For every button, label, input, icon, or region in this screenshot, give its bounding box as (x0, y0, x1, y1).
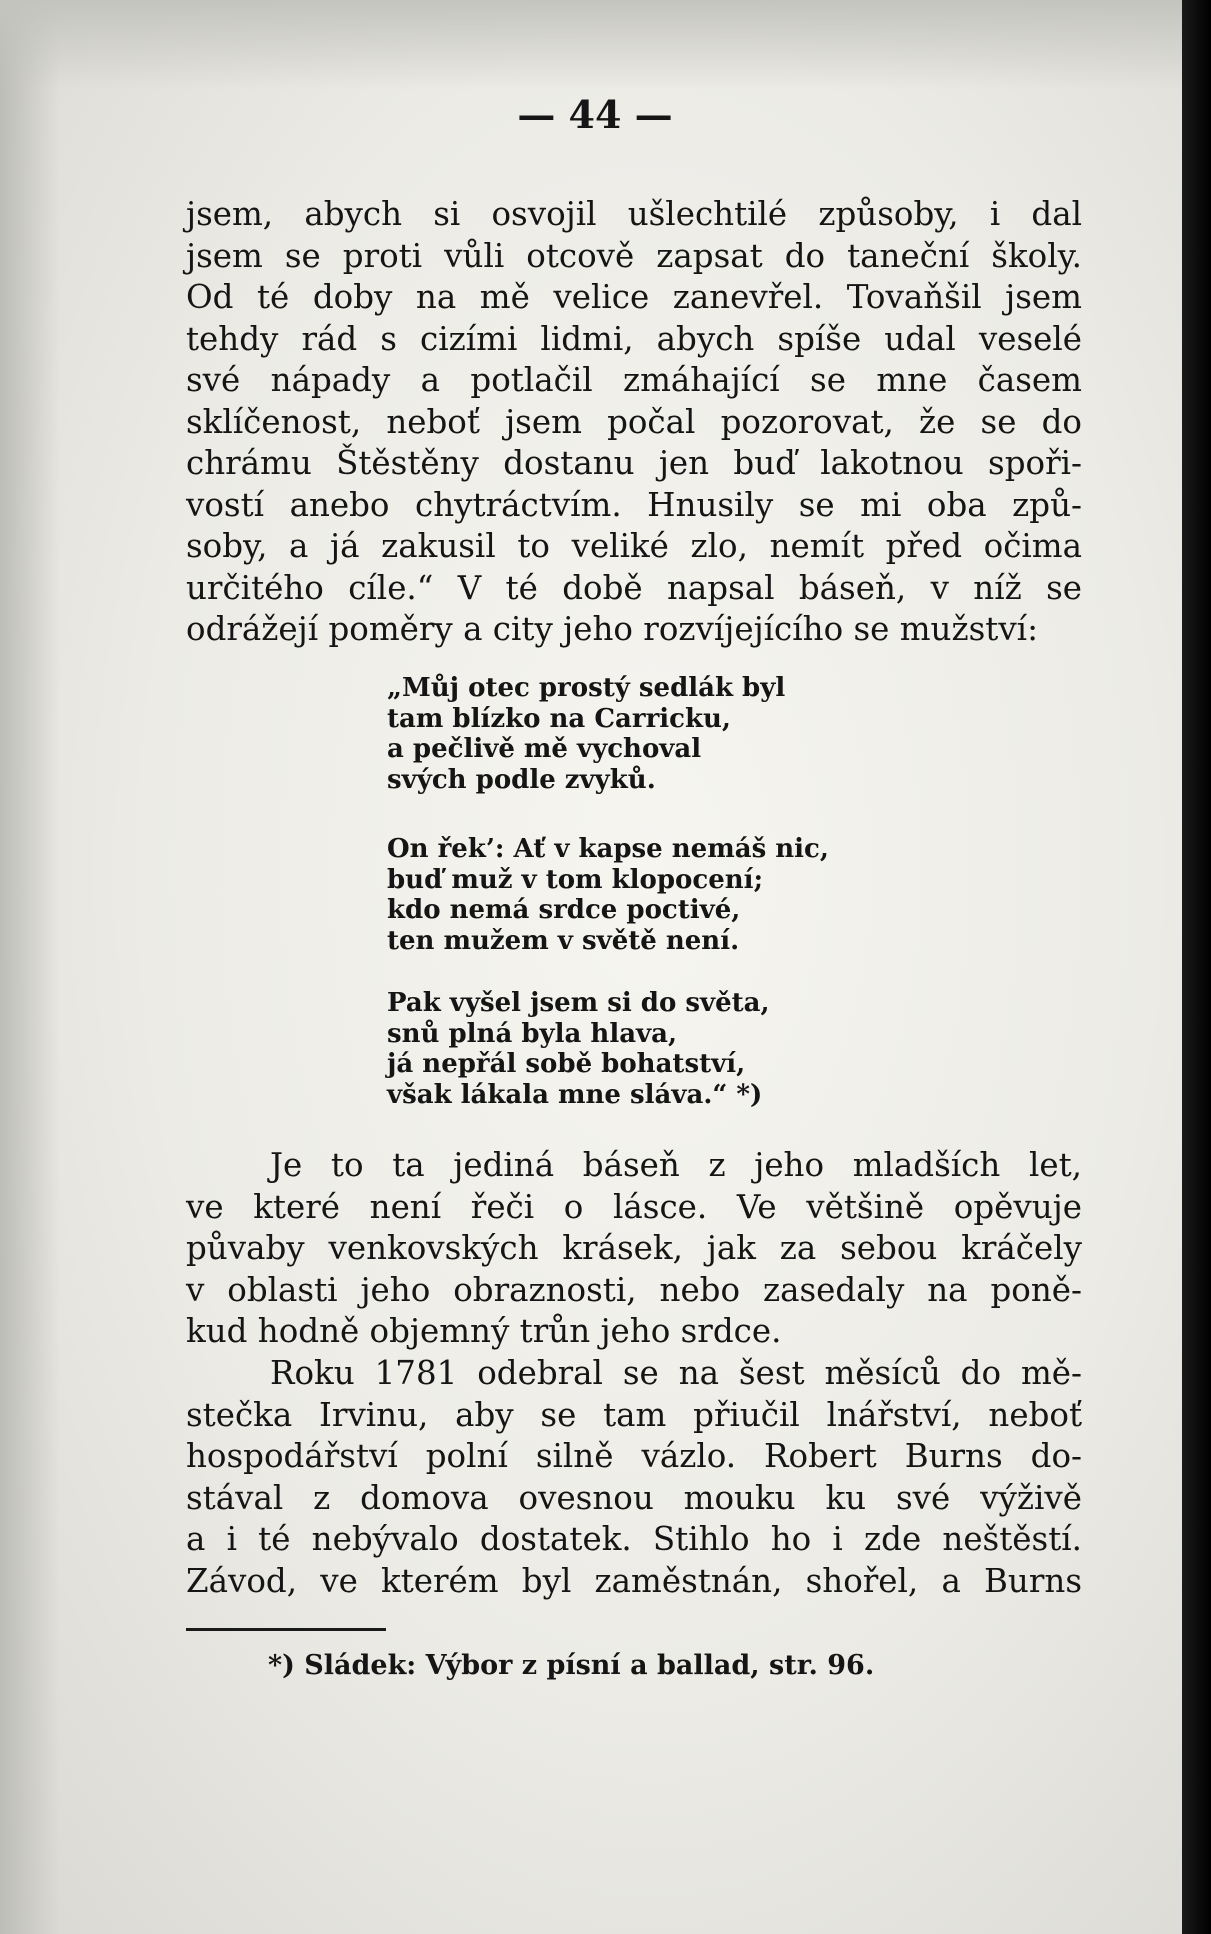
poem-line: a pečlivě mě vychoval (387, 734, 702, 764)
poem-stanza-1 (387, 673, 907, 795)
poem-line: tam blízko na Carricku, (387, 703, 731, 734)
text-line: půvaby venkovských krásek, jak za sebou kráčely (186, 1229, 1082, 1267)
poem-stanza-2 (387, 834, 907, 956)
poem-line: svých podle zvyků. (387, 764, 656, 795)
text-line: vostí anebo chytráctvím. Hnusily se mi oba způ- (186, 485, 1082, 524)
poem-stanza-3 (387, 988, 907, 1110)
text-line: určitého cíle.“ V té době napsal báseň, v níž se (186, 568, 1082, 607)
text-line: odrážejí poměry a city jeho rozvíjejícího se mužství: (186, 610, 1039, 648)
text-line: chrámu Štěstěny dostanu jen buď lakotnou spoři- (186, 444, 1082, 482)
text-line: v oblasti jeho obraznosti, nebo zasedaly na poně- (186, 1270, 1082, 1309)
poem-line: já nepřál sobě bohatství, (387, 1049, 746, 1079)
poem-line: snů plná byla hlava, (387, 1018, 678, 1049)
poem-line: kdo nemá srdce poctivé, (387, 895, 741, 925)
text-line: své nápady a potlačil zmáhající se mne časem (186, 361, 1082, 399)
page-shadow-left (0, 0, 60, 1934)
text-line: Závod, ve kterém byl zaměstnán, shořel, a Burns (186, 1561, 1082, 1600)
text-line: stával z domova ovesnou mouku ku své výživě (186, 1478, 1082, 1517)
paragraph-1 (186, 194, 1082, 651)
text-line: ve které není řeči o lásce. Ve většině opěvuje (186, 1187, 1082, 1226)
footnote: *) Sládek: Výbor z písní a ballad, str. 96. (268, 1650, 875, 1681)
text-line: stečka Irvinu, aby se tam přiučil lnářství, neboť (186, 1395, 1082, 1434)
text-line: jsem, abych si osvojil ušlechtilé způsoby, i dal (186, 195, 1082, 233)
text-line: kud hodně objemný trůn jeho srdce. (186, 1312, 782, 1350)
text-line: Je to ta jediná báseň z jeho mladších let, (270, 1146, 1082, 1184)
poem-line: buď muž v tom klopocení; (387, 864, 764, 895)
text-line: soby, a já zakusil to veliké zlo, nemít před očima (186, 527, 1082, 565)
page-number: — 44 — (517, 92, 673, 137)
text-line: Od té doby na mě velice zanevřel. Tovaňšil jsem (186, 278, 1082, 316)
page-shadow-top (0, 0, 1182, 90)
poem-line: však lákala mne sláva.“ *) (387, 1079, 763, 1110)
text-line: Roku 1781 odebral se na šest měsíců do mě- (270, 1354, 1082, 1392)
footnote-divider (186, 1628, 386, 1631)
text-line: sklíčenost, neboť jsem počal pozorovat, že se do (186, 402, 1082, 441)
text-line: a i té nebývalo dostatek. Stihlo ho i zde neštěstí. (186, 1520, 1082, 1558)
poem-line: Pak vyšel jsem si do světa, (387, 988, 770, 1018)
book-spine-shadow (1182, 0, 1211, 1934)
text-line: jsem se proti vůli otcově zapsat do taneční školy. (186, 236, 1082, 275)
poem-line: ten mužem v světě není. (387, 925, 740, 956)
paragraph-3 (186, 1353, 1082, 1602)
poem-line: „Můj otec prostý sedlák byl (387, 673, 786, 703)
paragraph-2 (186, 1145, 1082, 1353)
text-line: hospodářství polní silně vázlo. Robert Burns do- (186, 1437, 1082, 1475)
poem-line: On řek’: Ať v kapse nemáš nic, (387, 834, 829, 864)
text-line: tehdy rád s cizími lidmi, abych spíše udal veselé (186, 319, 1082, 358)
